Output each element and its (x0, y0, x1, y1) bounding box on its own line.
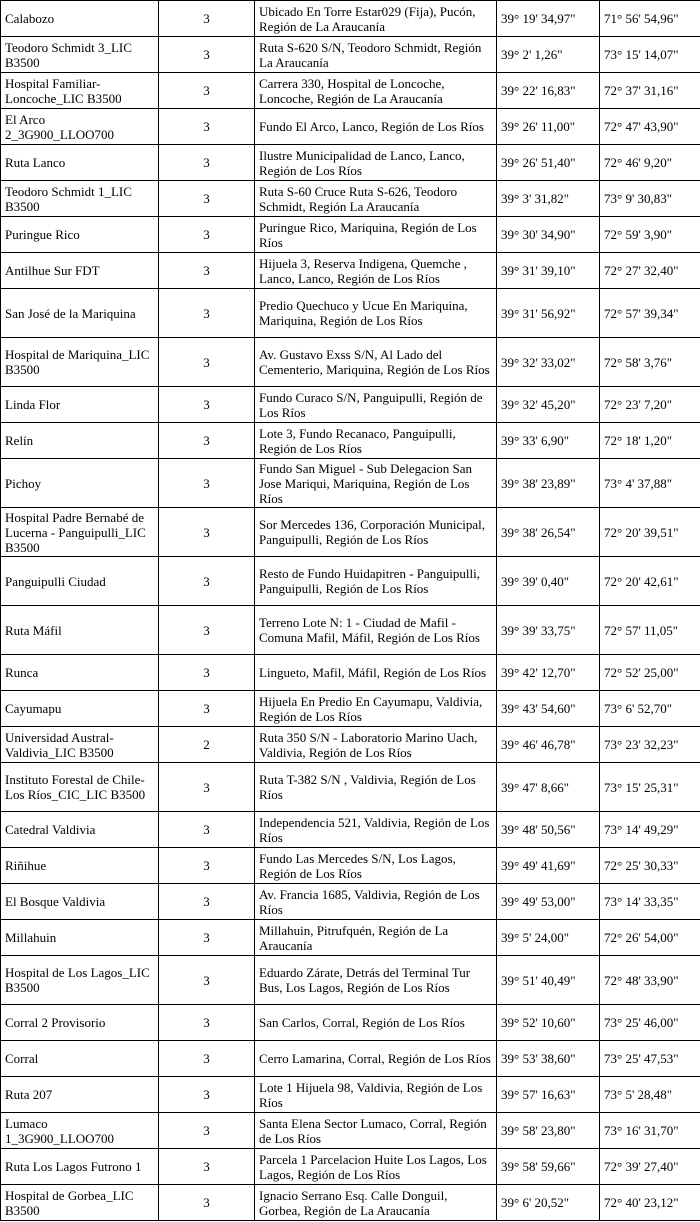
band-cell: 3 (159, 1149, 255, 1185)
address-cell: Ruta S-60 Cruce Ruta S-626, Teodoro Schmidt, Región La Araucanía (255, 181, 497, 217)
table-row (1, 289, 700, 338)
band-cell: 3 (159, 181, 255, 217)
band-cell: 3 (159, 1185, 255, 1221)
latitude-cell: 39° 6' 20,52" (497, 1185, 600, 1221)
table-row (1, 920, 700, 956)
site-name-cell: Antilhue Sur FDT (1, 253, 159, 289)
longitude-cell: 72° 46' 9,20" (600, 145, 700, 181)
band-cell: 3 (159, 884, 255, 920)
band-cell: 3 (159, 217, 255, 253)
band-cell: 3 (159, 655, 255, 691)
address-cell: Av. Gustavo Exss S/N, Al Lado del Cementerio, Mariquina, Región de Los Ríos (255, 338, 497, 387)
band-cell: 3 (159, 289, 255, 338)
latitude-cell: 39° 26' 11,00" (497, 109, 600, 145)
longitude-cell: 72° 59' 3,90" (600, 217, 700, 253)
site-name-cell: Ruta 207 (1, 1077, 159, 1113)
address-cell: Parcela 1 Parcelacion Huite Los Lagos, Los Lagos, Región de Los Ríos (255, 1149, 497, 1185)
site-name-cell: Hospital Familiar-Loncoche_LIC B3500 (1, 73, 159, 109)
latitude-cell: 39° 58' 23,80" (497, 1113, 600, 1149)
table-row (1, 508, 700, 557)
longitude-cell: 73° 6' 52,70" (600, 691, 700, 727)
latitude-cell: 39° 42' 12,70" (497, 655, 600, 691)
table-row (1, 73, 700, 109)
table-row (1, 557, 700, 606)
longitude-cell: 72° 57' 11,05" (600, 606, 700, 655)
band-cell: 3 (159, 1113, 255, 1149)
longitude-cell: 72° 57' 39,34" (600, 289, 700, 338)
table-row (1, 459, 700, 508)
site-name-cell: Puringue Rico (1, 217, 159, 253)
band-cell: 3 (159, 812, 255, 848)
table-row (1, 217, 700, 253)
site-name-cell: Hospital de Mariquina_LIC B3500 (1, 338, 159, 387)
address-cell: Ruta T-382 S/N , Valdivia, Región de Los Ríos (255, 763, 497, 812)
address-cell: Carrera 330, Hospital de Loncoche, Loncoche, Región de La Araucanía (255, 73, 497, 109)
table-row (1, 37, 700, 73)
table-row (1, 655, 700, 691)
site-name-cell: El Arco 2_3G900_LLOO700 (1, 109, 159, 145)
site-name-cell: Riñihue (1, 848, 159, 884)
latitude-cell: 39° 22' 16,83" (497, 73, 600, 109)
address-cell: Puringue Rico, Mariquina, Región de Los Ríos (255, 217, 497, 253)
table-row (1, 338, 700, 387)
address-cell: Terreno Lote N: 1 - Ciudad de Mafil - Comuna Mafil, Máfil, Región de Los Ríos (255, 606, 497, 655)
band-cell: 3 (159, 1005, 255, 1041)
latitude-cell: 39° 38' 23,89" (497, 459, 600, 508)
site-name-cell: El Bosque Valdivia (1, 884, 159, 920)
longitude-cell: 73° 16' 31,70" (600, 1113, 700, 1149)
address-cell: Hijuela En Predio En Cayumapu, Valdivia, Región de Los Ríos (255, 691, 497, 727)
band-cell: 3 (159, 338, 255, 387)
table-row (1, 145, 700, 181)
latitude-cell: 39° 26' 51,40" (497, 145, 600, 181)
table-row (1, 1113, 700, 1149)
table-row (1, 387, 700, 423)
band-cell: 3 (159, 557, 255, 606)
table-row (1, 812, 700, 848)
table-row (1, 1, 700, 37)
site-name-cell: San José de la Mariquina (1, 289, 159, 338)
latitude-cell: 39° 3' 31,82" (497, 181, 600, 217)
site-name-cell: Runca (1, 655, 159, 691)
address-cell: Independencia 521, Valdivia, Región de Los Ríos (255, 812, 497, 848)
latitude-cell: 39° 57' 16,63" (497, 1077, 600, 1113)
site-name-cell: Ruta Máfil (1, 606, 159, 655)
site-name-cell: Teodoro Schmidt 3_LIC B3500 (1, 37, 159, 73)
band-cell: 3 (159, 109, 255, 145)
longitude-cell: 72° 37' 31,16" (600, 73, 700, 109)
site-name-cell: Millahuin (1, 920, 159, 956)
longitude-cell: 73° 15' 25,31" (600, 763, 700, 812)
site-name-cell: Hospital de Gorbea_LIC B3500 (1, 1185, 159, 1221)
table-row (1, 606, 700, 655)
longitude-cell: 73° 5' 28,48" (600, 1077, 700, 1113)
site-name-cell: Calabozo (1, 1, 159, 37)
address-cell: Eduardo Zárate, Detrás del Terminal Tur Bus, Los Lagos, Región de Los Ríos (255, 956, 497, 1005)
band-cell: 3 (159, 73, 255, 109)
address-cell: Ignacio Serrano Esq. Calle Donguil, Gorbea, Región de La Araucanía (255, 1185, 497, 1221)
longitude-cell: 72° 40' 23,12" (600, 1185, 700, 1221)
band-cell: 3 (159, 459, 255, 508)
longitude-cell: 73° 4' 37,88" (600, 459, 700, 508)
longitude-cell: 72° 47' 43,90" (600, 109, 700, 145)
longitude-cell: 72° 20' 39,51" (600, 508, 700, 557)
longitude-cell: 73° 14' 33,35" (600, 884, 700, 920)
latitude-cell: 39° 43' 54,60" (497, 691, 600, 727)
table-row (1, 1077, 700, 1113)
table-row (1, 956, 700, 1005)
longitude-cell: 72° 25' 30,33" (600, 848, 700, 884)
band-cell: 3 (159, 1077, 255, 1113)
latitude-cell: 39° 49' 41,69" (497, 848, 600, 884)
address-cell: Lote 1 Hijuela 98, Valdivia, Región de Los Ríos (255, 1077, 497, 1113)
latitude-cell: 39° 46' 46,78" (497, 727, 600, 763)
address-cell: Cerro Lamarina, Corral, Región de Los Ríos (255, 1041, 497, 1077)
table-row (1, 691, 700, 727)
table-row (1, 1041, 700, 1077)
address-cell: Millahuin, Pitrufquén, Región de La Araucanía (255, 920, 497, 956)
address-cell: Sor Mercedes 136, Corporación Municipal, Panguipulli, Región de Los Ríos (255, 508, 497, 557)
table-row (1, 1185, 700, 1221)
longitude-cell: 72° 39' 27,40" (600, 1149, 700, 1185)
longitude-cell: 73° 25' 47,53" (600, 1041, 700, 1077)
band-cell: 3 (159, 956, 255, 1005)
address-cell: Predio Quechuco y Ucue En Mariquina, Mariquina, Región de Los Ríos (255, 289, 497, 338)
latitude-cell: 39° 33' 6,90" (497, 423, 600, 459)
site-name-cell: Catedral Valdivia (1, 812, 159, 848)
address-cell: Ubicado En Torre Estar029 (Fija), Pucón, Región de La Araucanía (255, 1, 497, 37)
table-row (1, 253, 700, 289)
latitude-cell: 39° 48' 50,56" (497, 812, 600, 848)
latitude-cell: 39° 32' 45,20" (497, 387, 600, 423)
latitude-cell: 39° 19' 34,97" (497, 1, 600, 37)
site-name-cell: Instituto Forestal de Chile-Los Ríos_CIC_LIC B3500 (1, 763, 159, 812)
longitude-cell: 72° 52' 25,00" (600, 655, 700, 691)
address-cell: Fundo El Arco, Lanco, Región de Los Ríos (255, 109, 497, 145)
address-cell: Ruta 350 S/N - Laboratorio Marino Uach, Valdivia, Región de Los Ríos (255, 727, 497, 763)
address-cell: Lote 3, Fundo Recanaco, Panguipulli, Región de Los Ríos (255, 423, 497, 459)
latitude-cell: 39° 38' 26,54" (497, 508, 600, 557)
latitude-cell: 39° 5' 24,00" (497, 920, 600, 956)
band-cell: 3 (159, 606, 255, 655)
table-row (1, 727, 700, 763)
band-cell: 3 (159, 1041, 255, 1077)
longitude-cell: 71° 56' 54,96" (600, 1, 700, 37)
address-cell: Santa Elena Sector Lumaco, Corral, Región de Los Ríos (255, 1113, 497, 1149)
band-cell: 3 (159, 848, 255, 884)
latitude-cell: 39° 58' 59,66" (497, 1149, 600, 1185)
band-cell: 3 (159, 145, 255, 181)
table-row (1, 1149, 700, 1185)
band-cell: 2 (159, 727, 255, 763)
band-cell: 3 (159, 691, 255, 727)
latitude-cell: 39° 32' 33,02" (497, 338, 600, 387)
table-row (1, 1005, 700, 1041)
address-cell: Fundo Las Mercedes S/N, Los Lagos, Región de Los Ríos (255, 848, 497, 884)
latitude-cell: 39° 39' 0,40" (497, 557, 600, 606)
site-name-cell: Ruta Lanco (1, 145, 159, 181)
longitude-cell: 72° 26' 54,00" (600, 920, 700, 956)
band-cell: 3 (159, 387, 255, 423)
longitude-cell: 72° 58' 3,76" (600, 338, 700, 387)
band-cell: 3 (159, 508, 255, 557)
band-cell: 3 (159, 763, 255, 812)
latitude-cell: 39° 39' 33,75" (497, 606, 600, 655)
site-name-cell: Ruta Los Lagos Futrono 1 (1, 1149, 159, 1185)
table-row (1, 423, 700, 459)
longitude-cell: 73° 25' 46,00" (600, 1005, 700, 1041)
sites-table-body (1, 1, 700, 1221)
longitude-cell: 73° 14' 49,29" (600, 812, 700, 848)
latitude-cell: 39° 2' 1,26" (497, 37, 600, 73)
address-cell: Resto de Fundo Huidapitren - Panguipulli, Panguipulli, Región de Los Ríos (255, 557, 497, 606)
latitude-cell: 39° 31' 56,92" (497, 289, 600, 338)
site-name-cell: Corral 2 Provisorio (1, 1005, 159, 1041)
longitude-cell: 73° 23' 32,23" (600, 727, 700, 763)
site-name-cell: Pichoy (1, 459, 159, 508)
site-name-cell: Panguipulli Ciudad (1, 557, 159, 606)
address-cell: Ilustre Municipalidad de Lanco, Lanco, Región de Los Ríos (255, 145, 497, 181)
latitude-cell: 39° 30' 34,90" (497, 217, 600, 253)
address-cell: Lingueto, Mafil, Máfil, Región de Los Ríos (255, 655, 497, 691)
longitude-cell: 72° 18' 1,20" (600, 423, 700, 459)
site-name-cell: Universidad Austral-Valdivia_LIC B3500 (1, 727, 159, 763)
site-name-cell: Hospital de Los Lagos_LIC B3500 (1, 956, 159, 1005)
address-cell: Hijuela 3, Reserva Indigena, Quemche , Lanco, Lanco, Región de Los Ríos (255, 253, 497, 289)
address-cell: Ruta S-620 S/N, Teodoro Schmidt, Región La Araucanía (255, 37, 497, 73)
address-cell: San Carlos, Corral, Región de Los Ríos (255, 1005, 497, 1041)
latitude-cell: 39° 31' 39,10" (497, 253, 600, 289)
longitude-cell: 72° 48' 33,90" (600, 956, 700, 1005)
band-cell: 3 (159, 253, 255, 289)
longitude-cell: 73° 9' 30,83" (600, 181, 700, 217)
latitude-cell: 39° 49' 53,00" (497, 884, 600, 920)
latitude-cell: 39° 53' 38,60" (497, 1041, 600, 1077)
table-row (1, 763, 700, 812)
address-cell: Fundo San Miguel - Sub Delegacion San Jose Mariqui, Mariquina, Región de Los Ríos (255, 459, 497, 508)
site-name-cell: Lumaco 1_3G900_LLOO700 (1, 1113, 159, 1149)
table-row (1, 848, 700, 884)
site-name-cell: Cayumapu (1, 691, 159, 727)
longitude-cell: 72° 23' 7,20" (600, 387, 700, 423)
table-row (1, 109, 700, 145)
latitude-cell: 39° 52' 10,60" (497, 1005, 600, 1041)
longitude-cell: 73° 15' 14,07" (600, 37, 700, 73)
site-name-cell: Corral (1, 1041, 159, 1077)
latitude-cell: 39° 47' 8,66" (497, 763, 600, 812)
site-name-cell: Linda Flor (1, 387, 159, 423)
table-row (1, 884, 700, 920)
site-name-cell: Teodoro Schmidt 1_LIC B3500 (1, 181, 159, 217)
band-cell: 3 (159, 37, 255, 73)
latitude-cell: 39° 51' 40,49" (497, 956, 600, 1005)
address-cell: Fundo Curaco S/N, Panguipulli, Región de Los Ríos (255, 387, 497, 423)
site-name-cell: Hospital Padre Bernabé de Lucerna - Panguipulli_LIC B3500 (1, 508, 159, 557)
band-cell: 3 (159, 423, 255, 459)
band-cell: 3 (159, 1, 255, 37)
band-cell: 3 (159, 920, 255, 956)
table-row (1, 181, 700, 217)
longitude-cell: 72° 20' 42,61" (600, 557, 700, 606)
longitude-cell: 72° 27' 32,40" (600, 253, 700, 289)
address-cell: Av. Francia 1685, Valdivia, Región de Los Ríos (255, 884, 497, 920)
site-name-cell: Relín (1, 423, 159, 459)
